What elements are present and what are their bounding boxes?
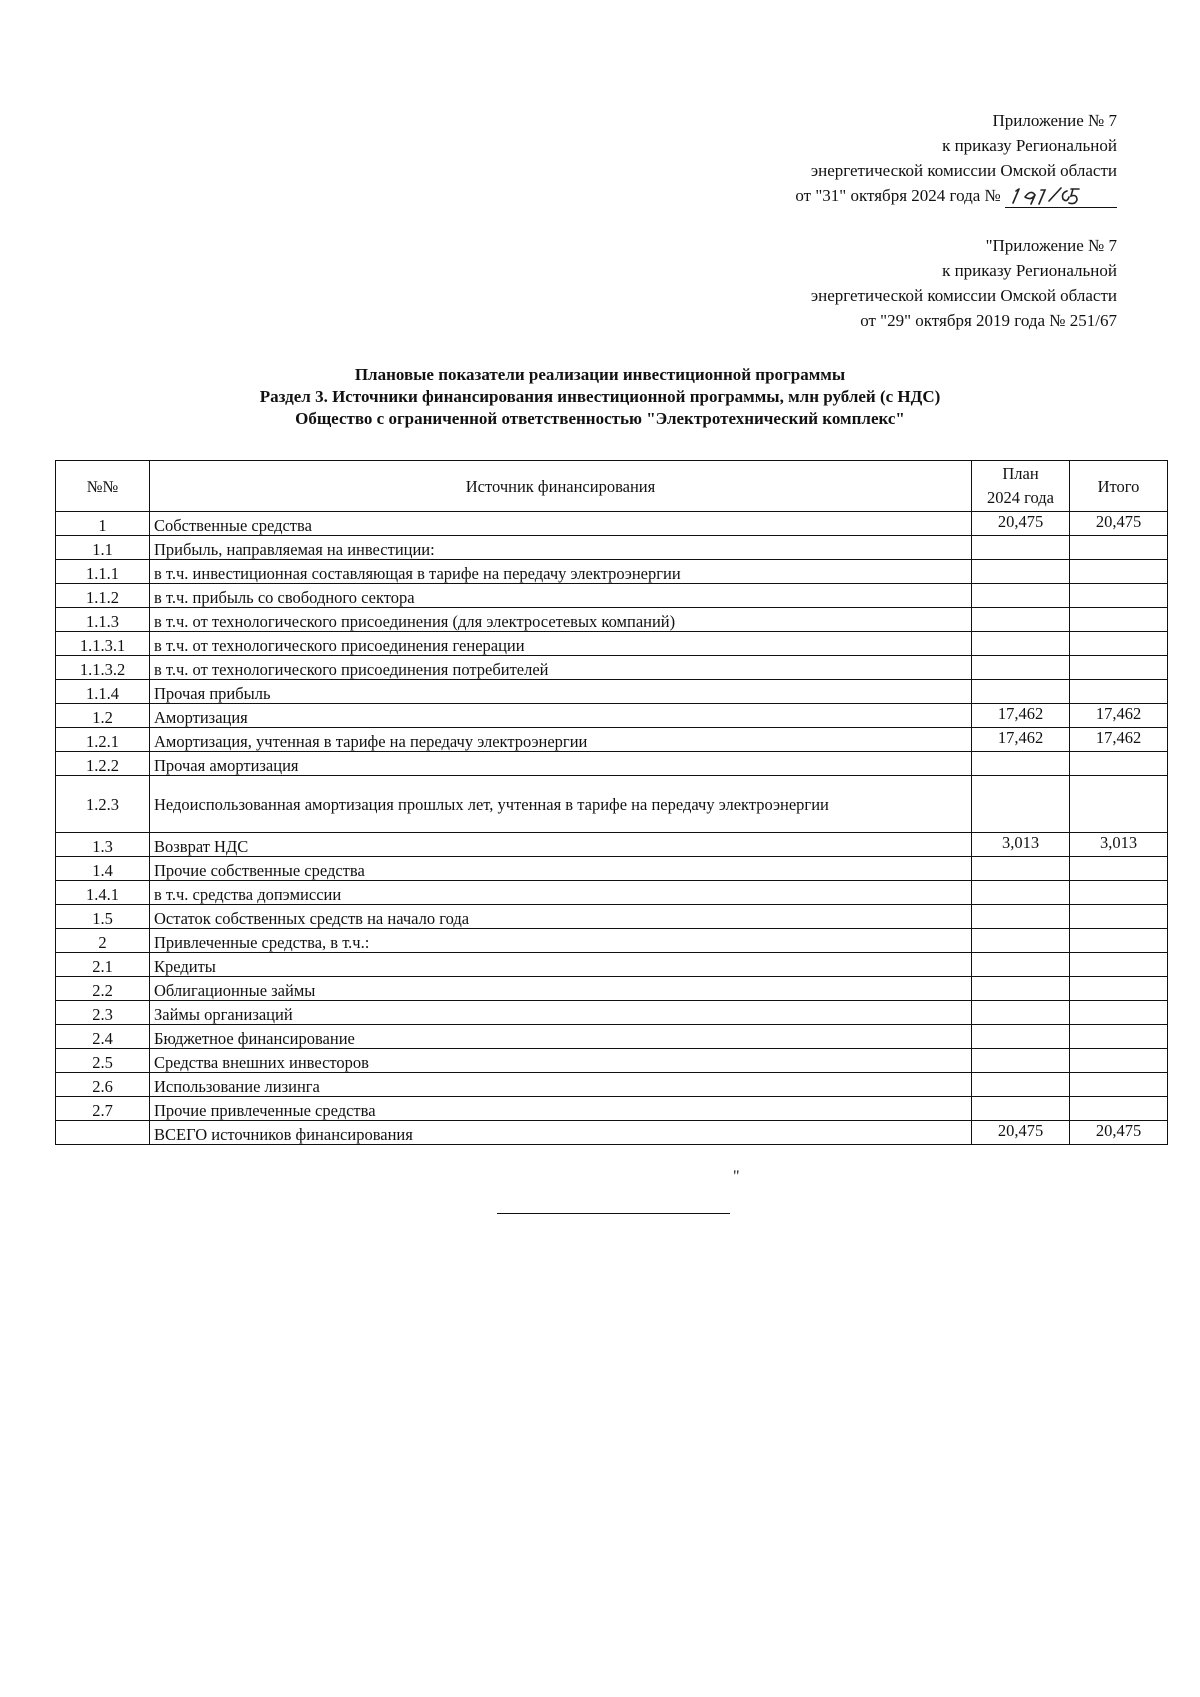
table-row <box>56 776 1168 833</box>
row-number-cell: 1.1.3 <box>56 608 150 632</box>
row-plan-cell <box>972 680 1070 704</box>
row-number-cell: 2.2 <box>56 977 150 1001</box>
row-source-cell: Амортизация, учтенная в тарифе на передачу электроэнергии <box>150 728 972 752</box>
table-row <box>56 953 1168 977</box>
closing-quote: " <box>733 1168 740 1185</box>
row-total-cell <box>1070 608 1168 632</box>
row-source-cell: Возврат НДС <box>150 833 972 857</box>
row-number-cell: 1 <box>56 512 150 536</box>
row-total-cell <box>1070 929 1168 953</box>
table-row <box>56 1049 1168 1073</box>
appendix-prev-date: от "29" октября 2019 года № 251/67 <box>860 311 1117 330</box>
row-number-cell: 1.5 <box>56 905 150 929</box>
section-title: Раздел 3. Источники финансирования инвестиционной программы, млн рублей (с НДС) <box>259 387 941 406</box>
row-total-cell <box>1070 752 1168 776</box>
row-plan-cell <box>972 1025 1070 1049</box>
appendix-current-header <box>795 108 1117 208</box>
row-source-cell: в т.ч. средства допэмиссии <box>150 881 972 905</box>
row-total-cell <box>1070 1001 1168 1025</box>
row-total-cell <box>1070 560 1168 584</box>
row-source-cell: Прочая прибыль <box>150 680 972 704</box>
row-plan-cell <box>972 1097 1070 1121</box>
row-source-cell: в т.ч. от технологического присоединения потребителей <box>150 656 972 680</box>
table-row <box>56 584 1168 608</box>
row-plan-cell: 3,013 <box>972 833 1070 857</box>
row-number-cell: 1.4.1 <box>56 881 150 905</box>
financing-sources-table <box>55 460 1168 1145</box>
table-row <box>56 1097 1168 1121</box>
column-header-num: №№ <box>56 461 150 512</box>
row-source-cell: Займы организаций <box>150 1001 972 1025</box>
document-title: Плановые показатели реализации инвестиционной программы <box>354 365 846 384</box>
table-row <box>56 656 1168 680</box>
table-row <box>56 704 1168 728</box>
table-row <box>56 881 1168 905</box>
row-number-cell <box>56 1121 150 1145</box>
row-number-cell: 1.2.3 <box>56 776 150 833</box>
row-number-cell: 1.4 <box>56 857 150 881</box>
row-plan-cell <box>972 608 1070 632</box>
row-source-cell: Собственные средства <box>150 512 972 536</box>
row-number-cell: 1.3 <box>56 833 150 857</box>
row-total-cell <box>1070 1073 1168 1097</box>
row-total-cell <box>1070 632 1168 656</box>
table-body <box>56 512 1168 1145</box>
row-source-cell: Облигационные займы <box>150 977 972 1001</box>
handwritten-number-image <box>1005 185 1117 207</box>
row-number-cell: 2.6 <box>56 1073 150 1097</box>
column-header-plan-line2: 2024 года <box>987 488 1054 507</box>
appendix-order-ref: к приказу Региональной <box>942 136 1117 155</box>
row-plan-cell <box>972 881 1070 905</box>
row-number-cell: 2.3 <box>56 1001 150 1025</box>
row-source-cell: Прочие привлеченные средства <box>150 1097 972 1121</box>
row-total-cell <box>1070 881 1168 905</box>
row-plan-cell: 20,475 <box>972 1121 1070 1145</box>
row-number-cell: 2.7 <box>56 1097 150 1121</box>
column-header-source: Источник финансирования <box>150 461 972 512</box>
row-total-cell: 20,475 <box>1070 1121 1168 1145</box>
row-source-cell: Кредиты <box>150 953 972 977</box>
row-source-cell: ВСЕГО источников финансирования <box>150 1121 972 1145</box>
table-row <box>56 608 1168 632</box>
row-total-cell <box>1070 857 1168 881</box>
table-row <box>56 1121 1168 1145</box>
appendix-prev-order-ref: к приказу Региональной <box>942 261 1117 280</box>
row-plan-cell: 17,462 <box>972 704 1070 728</box>
row-plan-cell <box>972 776 1070 833</box>
table-row <box>56 1001 1168 1025</box>
row-source-cell: в т.ч. от технологического присоединения генерации <box>150 632 972 656</box>
column-header-total: Итого <box>1070 461 1168 512</box>
row-source-cell: Бюджетное финансирование <box>150 1025 972 1049</box>
table-row <box>56 905 1168 929</box>
table-row <box>56 857 1168 881</box>
row-total-cell <box>1070 953 1168 977</box>
row-plan-cell <box>972 929 1070 953</box>
appendix-title: Приложение № 7 <box>992 111 1117 130</box>
row-plan-cell: 17,462 <box>972 728 1070 752</box>
handwritten-order-number <box>1005 185 1117 208</box>
table-row <box>56 833 1168 857</box>
row-source-cell: Привлеченные средства, в т.ч.: <box>150 929 972 953</box>
table-row <box>56 1073 1168 1097</box>
table-row <box>56 512 1168 536</box>
row-plan-cell <box>972 632 1070 656</box>
row-total-cell <box>1070 536 1168 560</box>
column-header-plan-line1: План <box>1002 464 1039 483</box>
row-source-cell: Прибыль, направляемая на инвестиции: <box>150 536 972 560</box>
table-row <box>56 728 1168 752</box>
row-plan-cell <box>972 953 1070 977</box>
appendix-prev-commission: энергетической комиссии Омской области <box>810 286 1117 305</box>
row-plan-cell <box>972 905 1070 929</box>
row-plan-cell <box>972 656 1070 680</box>
row-number-cell: 2 <box>56 929 150 953</box>
row-total-cell: 17,462 <box>1070 728 1168 752</box>
row-number-cell: 2.1 <box>56 953 150 977</box>
footer-divider <box>497 1213 730 1214</box>
row-source-cell: в т.ч. инвестиционная составляющая в тарифе на передачу электроэнергии <box>150 560 972 584</box>
appendix-prev-title: "Приложение № 7 <box>985 236 1117 255</box>
row-source-cell: в т.ч. прибыль со свободного сектора <box>150 584 972 608</box>
row-total-cell <box>1070 1025 1168 1049</box>
row-total-cell: 17,462 <box>1070 704 1168 728</box>
row-number-cell: 1.1 <box>56 536 150 560</box>
row-source-cell: Средства внешних инвесторов <box>150 1049 972 1073</box>
row-total-cell <box>1070 905 1168 929</box>
table-row <box>56 560 1168 584</box>
row-number-cell: 2.4 <box>56 1025 150 1049</box>
row-number-cell: 1.1.4 <box>56 680 150 704</box>
row-number-cell: 1.1.3.1 <box>56 632 150 656</box>
appendix-date-line <box>795 183 1117 208</box>
table-row <box>56 1025 1168 1049</box>
row-total-cell <box>1070 656 1168 680</box>
row-total-cell: 3,013 <box>1070 833 1168 857</box>
row-total-cell <box>1070 584 1168 608</box>
row-number-cell: 1.2 <box>56 704 150 728</box>
document-titles <box>0 364 1200 430</box>
row-plan-cell <box>972 1049 1070 1073</box>
row-source-cell: Прочая амортизация <box>150 752 972 776</box>
row-total-cell: 20,475 <box>1070 512 1168 536</box>
row-total-cell <box>1070 680 1168 704</box>
row-plan-cell <box>972 977 1070 1001</box>
column-header-plan <box>972 461 1070 512</box>
row-source-cell: Недоиспользованная амортизация прошлых лет, учтенная в тарифе на передачу электроэнергии <box>150 776 972 833</box>
company-name: Общество с ограниченной ответственностью "Электротехнический комплекс" <box>295 409 905 428</box>
row-plan-cell <box>972 752 1070 776</box>
row-source-cell: в т.ч. от технологического присоединения (для электросетевых компаний) <box>150 608 972 632</box>
row-source-cell: Использование лизинга <box>150 1073 972 1097</box>
row-total-cell <box>1070 776 1168 833</box>
row-plan-cell <box>972 857 1070 881</box>
appendix-date: от "31" октября 2024 года № <box>795 186 1001 205</box>
row-number-cell: 1.1.3.2 <box>56 656 150 680</box>
table-header-row <box>56 461 1168 512</box>
row-plan-cell <box>972 584 1070 608</box>
table-row <box>56 977 1168 1001</box>
row-plan-cell: 20,475 <box>972 512 1070 536</box>
appendix-previous-header <box>811 233 1117 333</box>
row-plan-cell <box>972 1001 1070 1025</box>
row-number-cell: 2.5 <box>56 1049 150 1073</box>
row-number-cell: 1.2.2 <box>56 752 150 776</box>
row-number-cell: 1.1.1 <box>56 560 150 584</box>
row-plan-cell <box>972 536 1070 560</box>
row-number-cell: 1.1.2 <box>56 584 150 608</box>
appendix-commission: энергетической комиссии Омской области <box>810 161 1117 180</box>
row-source-cell: Остаток собственных средств на начало года <box>150 905 972 929</box>
row-total-cell <box>1070 977 1168 1001</box>
row-source-cell: Прочие собственные средства <box>150 857 972 881</box>
row-total-cell <box>1070 1097 1168 1121</box>
table-row <box>56 536 1168 560</box>
row-source-cell: Амортизация <box>150 704 972 728</box>
table-row <box>56 929 1168 953</box>
row-plan-cell <box>972 1073 1070 1097</box>
row-plan-cell <box>972 560 1070 584</box>
row-total-cell <box>1070 1049 1168 1073</box>
table-row <box>56 680 1168 704</box>
table-row <box>56 632 1168 656</box>
table-row <box>56 752 1168 776</box>
row-number-cell: 1.2.1 <box>56 728 150 752</box>
